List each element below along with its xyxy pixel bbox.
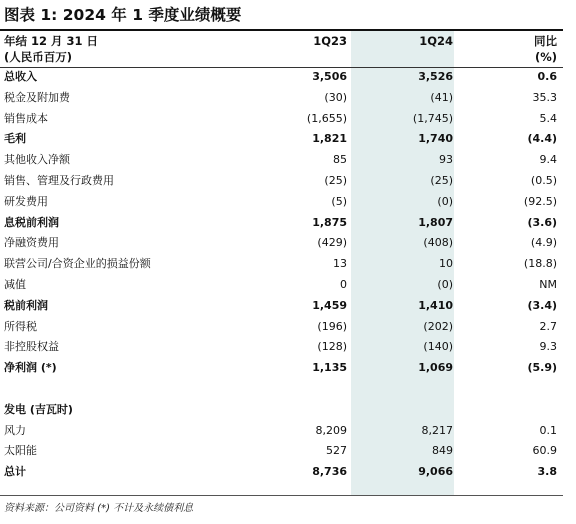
cell-1q24: 849 [432, 444, 453, 458]
row-label: 其他收入净额 [4, 153, 70, 167]
title-divider [0, 29, 563, 31]
cell-yoy: 3.8 [537, 465, 557, 479]
cell-1q24: (140) [423, 340, 453, 354]
cell-yoy: (18.8) [523, 257, 557, 271]
table-row [0, 129, 576, 150]
cell-1q24: (408) [423, 236, 453, 250]
table-row [0, 317, 576, 338]
cell-yoy: 0.1 [539, 423, 557, 437]
table-row [0, 150, 576, 171]
table-row [0, 337, 576, 358]
row-label: 息税前利润 [4, 215, 59, 229]
cell-1q23: 85 [333, 153, 347, 167]
cell-1q23: (30) [324, 90, 347, 104]
cell-yoy: 0.6 [537, 70, 557, 83]
table-row [0, 171, 576, 192]
cell-1q24: 3,526 [418, 70, 453, 83]
table-row [0, 192, 576, 213]
row-label: 太阳能 [4, 444, 37, 458]
header-1q23: 1Q23 [313, 34, 347, 48]
header-yoy-line1: 同比 [534, 34, 557, 48]
cell-yoy: 35.3 [532, 90, 557, 104]
cell-1q24: 9,066 [418, 465, 453, 479]
table-row [0, 462, 576, 483]
row-label: 非控股权益 [4, 340, 59, 354]
row-label: 税前利润 [4, 298, 48, 312]
cell-1q23: 3,506 [312, 70, 347, 83]
cell-1q23: (429) [317, 236, 347, 250]
cell-yoy: 9.3 [539, 340, 557, 354]
cell-1q24: (0) [437, 194, 453, 208]
source-note: 资料来源：公司资料 (*) 不计及永续债利息 [4, 503, 194, 514]
row-label: 联营公司/合资企业的损益份额 [4, 257, 151, 271]
cell-1q23: 1,459 [312, 298, 347, 312]
row-label: 净融资费用 [4, 236, 59, 250]
cell-1q23: 8,736 [312, 465, 347, 479]
table-row [0, 379, 576, 400]
cell-yoy: NM [539, 277, 557, 291]
cell-1q23: 0 [340, 277, 347, 291]
header-1q24: 1Q24 [419, 34, 453, 48]
cell-yoy: (4.4) [527, 132, 557, 146]
cell-1q24: (41) [430, 90, 453, 104]
row-label: 风力 [4, 423, 26, 437]
cell-1q23: 1,875 [312, 215, 347, 229]
table-row [0, 275, 576, 296]
cell-yoy: 2.7 [539, 319, 557, 333]
row-label: 净利润 (*) [4, 361, 57, 375]
table-row [0, 400, 576, 421]
table-title: 图表 1: 2024 年 1 季度业绩概要 [4, 6, 242, 24]
cell-yoy: (5.9) [527, 361, 557, 375]
cell-1q23: (196) [317, 319, 347, 333]
cell-yoy: (3.6) [527, 215, 557, 229]
cell-1q24: 1,069 [418, 361, 453, 375]
cell-1q24: (1,745) [412, 111, 453, 125]
table-row [0, 67, 576, 88]
cell-1q23: (5) [331, 194, 347, 208]
cell-yoy: (4.9) [530, 236, 557, 250]
cell-1q24: 1,410 [418, 298, 453, 312]
table-row [0, 109, 576, 130]
row-label: 发电 (吉瓦时) [4, 402, 73, 416]
table-row [0, 254, 576, 275]
row-label: 总计 [4, 465, 26, 479]
table-bottom-divider [0, 495, 563, 496]
table-row [0, 233, 576, 254]
header-yoy-line2: (%) [534, 50, 557, 64]
cell-1q23: (128) [317, 340, 347, 354]
row-label: 销售成本 [4, 111, 48, 125]
cell-1q24: (25) [430, 173, 453, 187]
row-label: 毛利 [4, 132, 26, 146]
cell-yoy: (92.5) [523, 194, 557, 208]
cell-1q23: (1,655) [306, 111, 347, 125]
cell-1q24: 8,217 [421, 423, 453, 437]
table-body [0, 67, 576, 483]
cell-1q24: 1,807 [418, 215, 453, 229]
row-label: 税金及附加费 [4, 90, 70, 104]
cell-yoy: (0.5) [530, 173, 557, 187]
header-period-line2: (人民币百万) [4, 50, 73, 64]
cell-yoy: 60.9 [532, 444, 557, 458]
cell-1q24: 1,740 [418, 132, 453, 146]
header-period-label [4, 33, 98, 65]
header-yoy [460, 33, 557, 65]
row-label: 总收入 [4, 70, 37, 83]
row-label: 研发费用 [4, 194, 48, 208]
row-label: 所得税 [4, 319, 37, 333]
table-row [0, 358, 576, 379]
table-row [0, 213, 576, 234]
cell-1q24: (202) [423, 319, 453, 333]
cell-1q23: 1,821 [312, 132, 347, 146]
cell-1q23: (25) [324, 173, 347, 187]
cell-1q23: 1,135 [312, 361, 347, 375]
cell-1q24: 93 [439, 153, 453, 167]
cell-1q24: (0) [437, 277, 453, 291]
header-period-line1: 年结 12 月 31 日 [4, 34, 99, 48]
row-label: 销售、管理及行政费用 [4, 173, 114, 187]
table-row [0, 296, 576, 317]
table-row [0, 441, 576, 462]
cell-1q23: 13 [333, 257, 347, 271]
cell-1q23: 527 [326, 444, 347, 458]
cell-1q23: 8,209 [315, 423, 347, 437]
cell-yoy: 5.4 [539, 111, 557, 125]
cell-1q24: 10 [439, 257, 453, 271]
cell-yoy: 9.4 [539, 153, 557, 167]
table-row [0, 421, 576, 442]
cell-yoy: (3.4) [527, 298, 557, 312]
row-label: 减值 [4, 277, 26, 291]
table-row [0, 88, 576, 109]
